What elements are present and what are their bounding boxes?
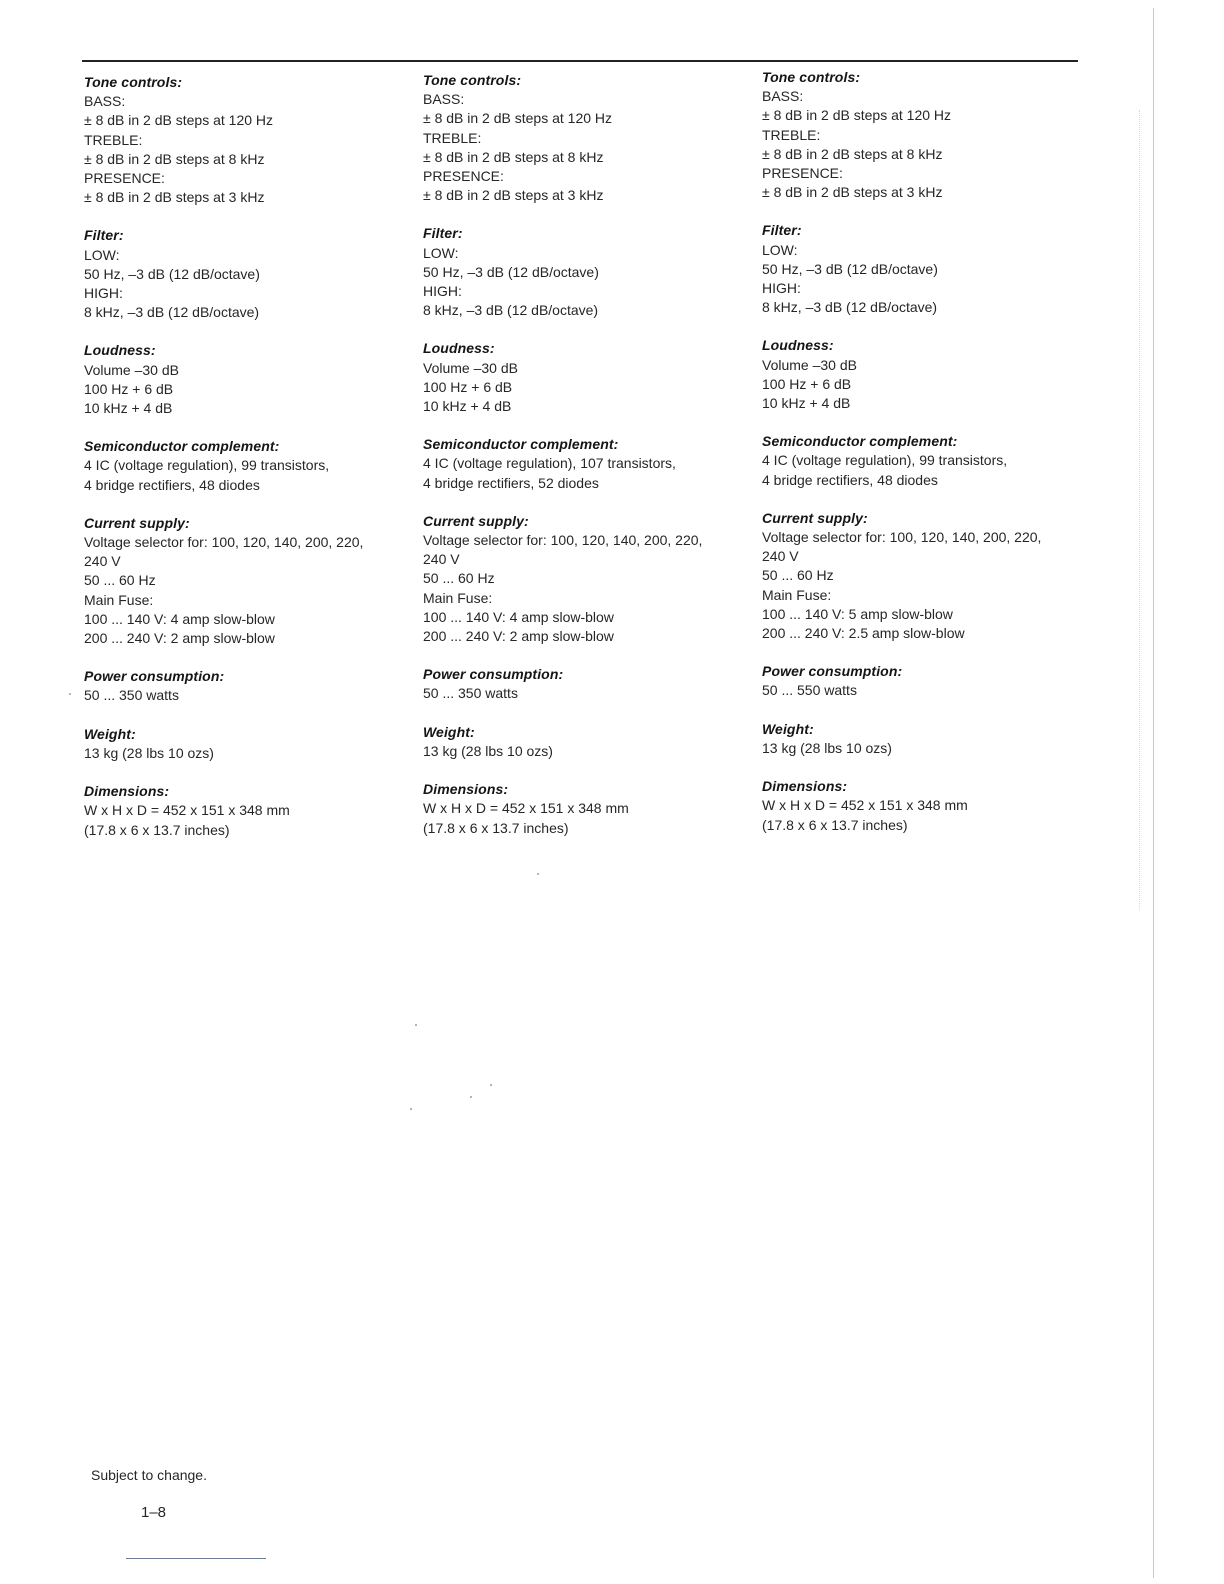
bottom-rule (126, 1558, 266, 1559)
spec-section (762, 432, 1082, 490)
spec-line: 240 V (423, 551, 460, 568)
spec-section (423, 435, 743, 493)
spec-line: 10 kHz + 4 dB (84, 400, 173, 417)
spec-line: HIGH: (762, 280, 801, 297)
spec-line: ± 8 dB in 2 dB steps at 3 kHz (423, 187, 604, 204)
spec-line: Volume –30 dB (762, 356, 857, 373)
section-title: Tone controls: (84, 74, 183, 90)
spec-line: 50 ... 550 watts (762, 682, 857, 699)
section-title: Loudness: (762, 337, 834, 354)
page-number: 1–8 (141, 1504, 167, 1521)
spec-column-2 (423, 71, 743, 857)
spec-line: Voltage selector for: 100, 120, 140, 200, 220, (84, 534, 364, 551)
spec-section (84, 514, 404, 648)
spec-section (423, 224, 743, 320)
spec-line: 8 kHz, –3 dB (12 dB/octave) (84, 304, 260, 321)
spec-line: 50 ... 60 Hz (84, 572, 156, 589)
spec-line: 50 ... 60 Hz (762, 567, 834, 584)
spec-line: ± 8 dB in 2 dB steps at 8 kHz (84, 150, 265, 167)
spec-line: PRESENCE: (762, 165, 843, 182)
spec-line: Main Fuse: (762, 586, 832, 603)
spec-section (762, 662, 1082, 700)
spec-line: 4 IC (voltage regulation), 99 transistors, (84, 457, 330, 474)
spec-line: BASS: (84, 93, 126, 110)
spec-line: LOW: (423, 244, 459, 261)
section-title: Tone controls: (423, 72, 522, 88)
section-title: Dimensions: (84, 783, 170, 800)
spec-line: Voltage selector for: 100, 120, 140, 200, 220, (762, 529, 1042, 546)
section-title: Semiconductor complement: (423, 436, 619, 453)
spec-line: HIGH: (84, 285, 123, 302)
spec-line: 200 ... 240 V: 2 amp slow-blow (423, 628, 614, 645)
spec-line: W x H x D = 452 x 151 x 348 mm (423, 800, 629, 817)
spec-line: ± 8 dB in 2 dB steps at 3 kHz (84, 189, 265, 206)
spec-section (84, 725, 404, 763)
spec-section (762, 68, 1082, 202)
spec-line: 4 IC (voltage regulation), 107 transistors, (423, 455, 676, 472)
section-title: Filter: (423, 225, 463, 242)
spec-line: Main Fuse: (84, 591, 154, 608)
spec-line: 100 Hz + 6 dB (423, 378, 513, 395)
section-title: Weight: (84, 725, 136, 742)
spec-section (762, 509, 1082, 643)
section-title: Loudness: (423, 340, 495, 357)
spec-line: 240 V (762, 548, 799, 565)
section-title: Tone controls: (762, 69, 861, 85)
spec-line: 100 ... 140 V: 4 amp slow-blow (84, 610, 275, 627)
spec-line: 50 ... 350 watts (423, 685, 518, 702)
spec-line: LOW: (84, 246, 120, 263)
spec-line: ± 8 dB in 2 dB steps at 8 kHz (423, 148, 604, 165)
spec-line: 13 kg (28 lbs 10 ozs) (423, 742, 553, 759)
spec-line: 100 Hz + 6 dB (84, 380, 174, 397)
spec-section (762, 221, 1082, 317)
section-title: Current supply: (762, 509, 868, 526)
spec-line: ± 8 dB in 2 dB steps at 120 Hz (762, 107, 952, 124)
spec-line: 13 kg (28 lbs 10 ozs) (762, 739, 892, 756)
section-title: Power consumption: (84, 668, 225, 685)
spec-line: W x H x D = 452 x 151 x 348 mm (84, 802, 290, 819)
section-title: Loudness: (84, 342, 156, 359)
spec-line: 8 kHz, –3 dB (12 dB/octave) (423, 302, 599, 319)
spec-line: PRESENCE: (84, 170, 165, 187)
spec-line: ± 8 dB in 2 dB steps at 120 Hz (423, 110, 613, 127)
page-edge-line (1153, 8, 1154, 1578)
spec-line: 100 ... 140 V: 4 amp slow-blow (423, 608, 614, 625)
spec-section (84, 437, 404, 495)
section-title: Dimensions: (762, 778, 848, 795)
section-title: Filter: (84, 227, 124, 244)
section-title: Weight: (762, 720, 814, 737)
spec-line: 50 Hz, –3 dB (12 dB/octave) (84, 265, 260, 282)
section-title: Semiconductor complement: (84, 438, 280, 455)
spec-section (84, 226, 404, 322)
spec-section (762, 336, 1082, 413)
spec-line: 10 kHz + 4 dB (423, 398, 512, 415)
spec-line: PRESENCE: (423, 168, 504, 185)
spec-column-1 (84, 73, 404, 859)
spec-line: HIGH: (423, 283, 462, 300)
spec-line: 100 ... 140 V: 5 amp slow-blow (762, 605, 953, 622)
spec-line: 10 kHz + 4 dB (762, 395, 851, 412)
section-title: Filter: (762, 222, 802, 239)
spec-section (762, 777, 1082, 835)
spec-section (84, 73, 404, 207)
spec-line: 4 bridge rectifiers, 48 diodes (84, 476, 260, 493)
spec-line: TREBLE: (762, 126, 821, 143)
spec-section (423, 339, 743, 416)
spec-line: (17.8 x 6 x 13.7 inches) (84, 821, 230, 838)
spec-section (423, 71, 743, 205)
spec-section (84, 782, 404, 840)
spec-line: 4 bridge rectifiers, 52 diodes (423, 474, 599, 491)
spec-line: 4 bridge rectifiers, 48 diodes (762, 471, 938, 488)
section-title: Current supply: (423, 512, 529, 529)
spec-line: 13 kg (28 lbs 10 ozs) (84, 744, 214, 761)
section-title: Power consumption: (762, 663, 903, 680)
spec-line: W x H x D = 452 x 151 x 348 mm (762, 797, 968, 814)
spec-line: 8 kHz, –3 dB (12 dB/octave) (762, 299, 938, 316)
section-title: Dimensions: (423, 781, 509, 798)
scan-speck (470, 1096, 472, 1098)
spec-line: 100 Hz + 6 dB (762, 375, 852, 392)
spec-line: 50 ... 60 Hz (423, 570, 495, 587)
spec-line: Volume –30 dB (84, 361, 179, 378)
footer-note: Subject to change. (91, 1467, 207, 1483)
scan-speck (410, 1108, 412, 1110)
spec-line: (17.8 x 6 x 13.7 inches) (423, 819, 569, 836)
spec-section (423, 665, 743, 703)
spec-section (84, 341, 404, 418)
scan-speck (415, 1024, 417, 1026)
section-title: Power consumption: (423, 666, 564, 683)
spec-line: BASS: (762, 88, 804, 105)
spec-section (423, 512, 743, 646)
spec-section (84, 667, 404, 705)
spec-section (762, 720, 1082, 758)
scan-speck (537, 873, 539, 875)
top-rule (82, 60, 1078, 62)
section-title: Current supply: (84, 514, 190, 531)
spec-line: TREBLE: (423, 129, 482, 146)
spec-line: Voltage selector for: 100, 120, 140, 200, 220, (423, 532, 703, 549)
section-title: Semiconductor complement: (762, 433, 958, 450)
section-title: Weight: (423, 723, 475, 740)
page-edge-shadow (1139, 110, 1140, 910)
spec-section (423, 723, 743, 761)
spec-line: TREBLE: (84, 131, 143, 148)
spec-line: 240 V (84, 553, 121, 570)
spec-line: Main Fuse: (423, 589, 493, 606)
spec-line: ± 8 dB in 2 dB steps at 120 Hz (84, 112, 274, 129)
spec-line: ± 8 dB in 2 dB steps at 3 kHz (762, 184, 943, 201)
scan-speck (69, 693, 71, 695)
spec-line: ± 8 dB in 2 dB steps at 8 kHz (762, 145, 943, 162)
spec-line: Volume –30 dB (423, 359, 518, 376)
spec-line: 50 Hz, –3 dB (12 dB/octave) (423, 263, 599, 280)
spec-section (423, 780, 743, 838)
spec-line: 50 ... 350 watts (84, 687, 179, 704)
spec-line: 200 ... 240 V: 2 amp slow-blow (84, 630, 275, 647)
spec-line: 4 IC (voltage regulation), 99 transistors, (762, 452, 1008, 469)
spec-line: 200 ... 240 V: 2.5 amp slow-blow (762, 625, 965, 642)
spec-line: LOW: (762, 241, 798, 258)
scan-speck (490, 1084, 492, 1086)
spec-column-3 (762, 68, 1082, 854)
spec-line: (17.8 x 6 x 13.7 inches) (762, 816, 908, 833)
spec-line: BASS: (423, 91, 465, 108)
spec-line: 50 Hz, –3 dB (12 dB/octave) (762, 260, 938, 277)
